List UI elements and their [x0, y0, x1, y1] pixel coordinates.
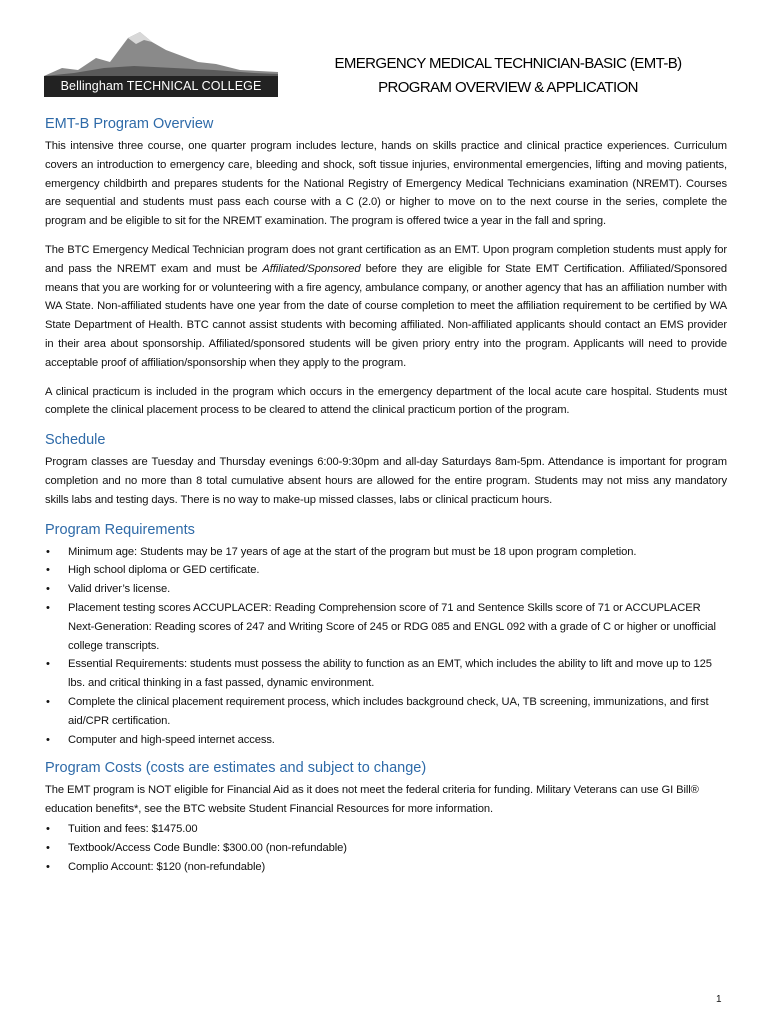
requirement-text: Computer and high-speed internet access. — [68, 733, 275, 746]
requirement-text: Minimum age: Students may be 17 years of age at the start of the program but must be 18 upon program completion. — [68, 545, 637, 558]
bullet-icon: • — [46, 733, 50, 746]
bullet-icon: • — [46, 564, 50, 577]
affiliated-sponsored-term: Affiliated/Sponsored — [262, 262, 361, 275]
list-item — [45, 561, 727, 580]
costs-list — [45, 820, 727, 876]
requirement-text: Placement testing scores ACCUPLACER: Reading Comprehension score of 71 and Sentence Skills score of 71 or ACCUPLACER Next-Generation: Reading scores of 247 and Writing Score of 245 or RDG 085 and ENGL 092 with a grade of C or higher or unofficial college transcripts. — [68, 601, 716, 652]
requirement-text: Essential Requirements: students must possess the ability to function as an EMT, which includes the ability to lift and move up to 125 lbs. and critical thinking in a fast passed, dynamic environment. — [68, 658, 712, 690]
bullet-icon: • — [46, 658, 50, 671]
cost-text: Tuition and fees: $1475.00 — [68, 822, 198, 835]
list-item — [45, 839, 727, 858]
overview-paragraph-2 — [45, 241, 727, 373]
schedule-paragraph: Program classes are Tuesday and Thursday evenings 6:00-9:30pm and all-day Saturdays 8am-5pm. Attendance is important for program completion and no more than 8 total cumulative absent hours are allowed for the entire program. Students may not miss any mandatory skills labs and testing days. There is no way to make-up missed classes, labs or clinical practicum hours. — [45, 456, 727, 506]
overview-paragraph-3: A clinical practicum is included in the program which occurs in the emergency department of the local acute care hospital. Students must complete the clinical placement process to be cleared to attend the clinical practicum portion of the program. — [45, 385, 727, 417]
costs-paragraph: The EMT program is NOT eligible for Financial Aid as it does not meet the federal criteria for funding. Military Veterans can use GI Bill® education benefits*, see the BTC website Student Financial Resources for more information. — [45, 784, 699, 816]
bullet-icon: • — [46, 695, 50, 708]
list-item — [45, 599, 727, 655]
requirement-text: Valid driver’s license. — [68, 583, 171, 596]
bullet-icon: • — [46, 601, 50, 614]
overview-heading: EMT-B Program Overview — [45, 116, 214, 132]
list-item — [45, 543, 727, 562]
schedule-heading: Schedule — [45, 432, 106, 449]
bullet-icon: • — [46, 860, 50, 873]
list-item — [45, 693, 727, 731]
requirements-list — [45, 543, 727, 750]
document-title — [290, 52, 726, 100]
list-item — [45, 580, 727, 599]
list-item — [45, 731, 727, 750]
list-item — [45, 858, 727, 877]
cost-text: Complio Account: $120 (non-refundable) — [68, 860, 266, 873]
mountain-logo-icon — [44, 28, 278, 78]
overview-paragraph-2-end: before they are eligible for State EMT Certification. Affiliated/Sponsored means that you are working for or volunteering with a fire agency, ambulance company, or another agency that has an affiliation number with WA State. Non-affiliated students have one year from the date of course completion to meet the affiliation requirement to be certified by WA State Department of Health. BTC cannot assist students with becoming affiliated. Non-affiliated applicants should contact an EMS provider in their area about sponsorship. Affiliated/sponsored students will be given priory entry into the program. Applicants will need to provide acceptable proof of affiliation/sponsorship when they apply to the program. — [45, 262, 727, 369]
title-line-2: PROGRAM OVERVIEW & APPLICATION — [378, 79, 638, 96]
page-number: 1 — [716, 994, 722, 1005]
overview-paragraph-2-start: The BTC Emergency Medical Technician program does not grant certification as an EMT. Upon program completion students must apply for and pass the NREMT exam and must be — [45, 243, 727, 275]
college-logo — [44, 28, 278, 98]
requirement-text: High school diploma or GED certificate. — [68, 564, 260, 577]
bullet-icon: • — [46, 583, 50, 596]
list-item — [45, 655, 727, 693]
requirements-heading: Program Requirements — [45, 521, 195, 538]
title-line-1: EMERGENCY MEDICAL TECHNICIAN-BASIC (EMT-B) — [334, 55, 682, 72]
document-body — [45, 114, 727, 885]
list-item — [45, 820, 727, 839]
bullet-icon: • — [46, 822, 50, 835]
overview-paragraph-1: This intensive three course, one quarter program includes lecture, hands on skills practice and clinical practice experiences. Curriculum covers an introduction to emergency care, bleeding and shock, soft tissue injuries, environmental emergencies, lifting and moving patients, emergency childbirth and prepares students for the National Registry of Emergency Medical Technicians examination (NREMT). Courses are sequential and students must pass each course with a C (2.0) or higher to move on to the next course in the series, complete the program and be eligible to sit for the NREMT examination. The program is offered twice a year in the fall and spring. — [45, 140, 727, 228]
bullet-icon: • — [46, 841, 50, 854]
logo-text: Bellingham TECHNICAL COLLEGE — [44, 76, 278, 97]
requirement-text: Complete the clinical placement requirement process, which includes background check, UA, TB screening, immunizations, and first aid/CPR certification. — [68, 695, 709, 727]
bullet-icon: • — [46, 545, 50, 558]
costs-heading: Program Costs (costs are estimates and subject to change) — [45, 760, 427, 777]
cost-text: Textbook/Access Code Bundle: $300.00 (non-refundable) — [68, 841, 347, 854]
